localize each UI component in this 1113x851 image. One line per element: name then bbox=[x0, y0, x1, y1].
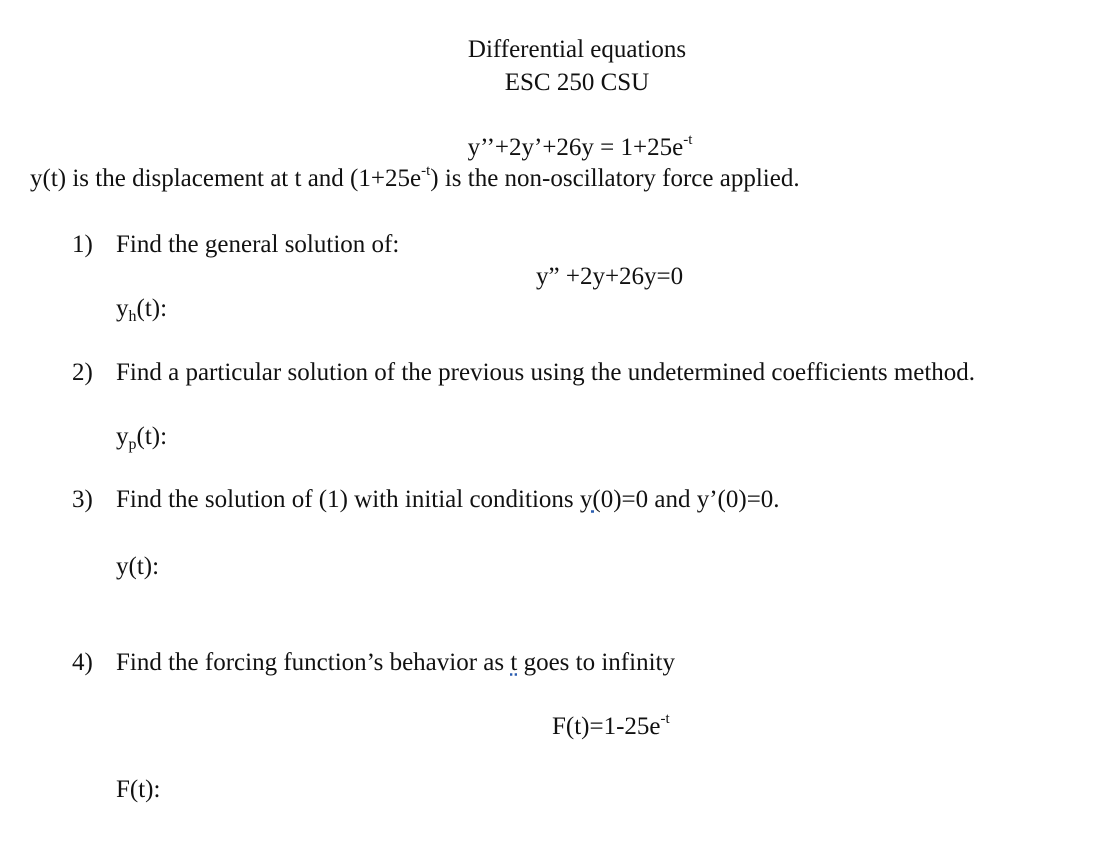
question-3-text-underlined: y( bbox=[579, 486, 601, 513]
answer-label-subscript: p bbox=[128, 436, 137, 453]
question-2-answer-label bbox=[116, 423, 168, 453]
problem-description bbox=[30, 163, 800, 192]
page-title: Differential equations bbox=[467, 36, 687, 63]
question-3 bbox=[72, 487, 780, 512]
description-exponent: -t bbox=[421, 163, 431, 179]
question-2-text: Find a particular solution of the previous using the undetermined coefficients method. bbox=[116, 359, 976, 386]
question-4-text-before: Find the forcing function’s behavior as bbox=[116, 649, 511, 676]
question-4-answer-label: F(t): bbox=[116, 776, 161, 803]
question-3-answer-label: y(t): bbox=[116, 553, 160, 580]
forcing-function-exponent: -t bbox=[660, 711, 670, 727]
question-4-equation bbox=[552, 711, 670, 740]
course-name: ESC 250 CSU bbox=[504, 69, 650, 96]
answer-label-y: y bbox=[116, 423, 129, 450]
question-4 bbox=[72, 650, 675, 675]
question-3-text-before: Find the solution of (1) with initial conditions bbox=[116, 486, 580, 513]
answer-label-subscript: h bbox=[128, 308, 137, 325]
description-part2: ) is the non-oscillatory force applied. bbox=[430, 165, 800, 192]
question-1-text: Find the general solution of: bbox=[116, 231, 400, 258]
question-1-number: 1) bbox=[72, 231, 93, 258]
question-4-number: 4) bbox=[72, 649, 93, 676]
answer-label-rest: (t): bbox=[136, 295, 168, 322]
main-equation bbox=[467, 132, 693, 161]
question-1-equation: y” +2y+26y=0 bbox=[536, 263, 684, 290]
question-2-number: 2) bbox=[72, 359, 93, 386]
question-4-text-after: goes to infinity bbox=[517, 649, 675, 676]
main-equation-exponent: -t bbox=[683, 132, 693, 148]
main-equation-lhs: y’’+2y’+26y = 1+25e bbox=[467, 134, 684, 161]
question-1-answer-label bbox=[116, 295, 168, 325]
description-part1: y(t) is the displacement at t and (1+25e bbox=[30, 165, 422, 192]
question-3-text-after: 0)=0 and y’(0)=0. bbox=[600, 486, 780, 513]
question-1 bbox=[72, 232, 399, 257]
question-3-number: 3) bbox=[72, 486, 93, 513]
answer-label-y: y bbox=[116, 295, 129, 322]
answer-label-rest: (t): bbox=[136, 423, 168, 450]
question-2 bbox=[72, 360, 975, 385]
forcing-function-equation: F(t)=1-25e bbox=[552, 713, 661, 740]
question-4-text-underlined: t bbox=[510, 649, 518, 676]
